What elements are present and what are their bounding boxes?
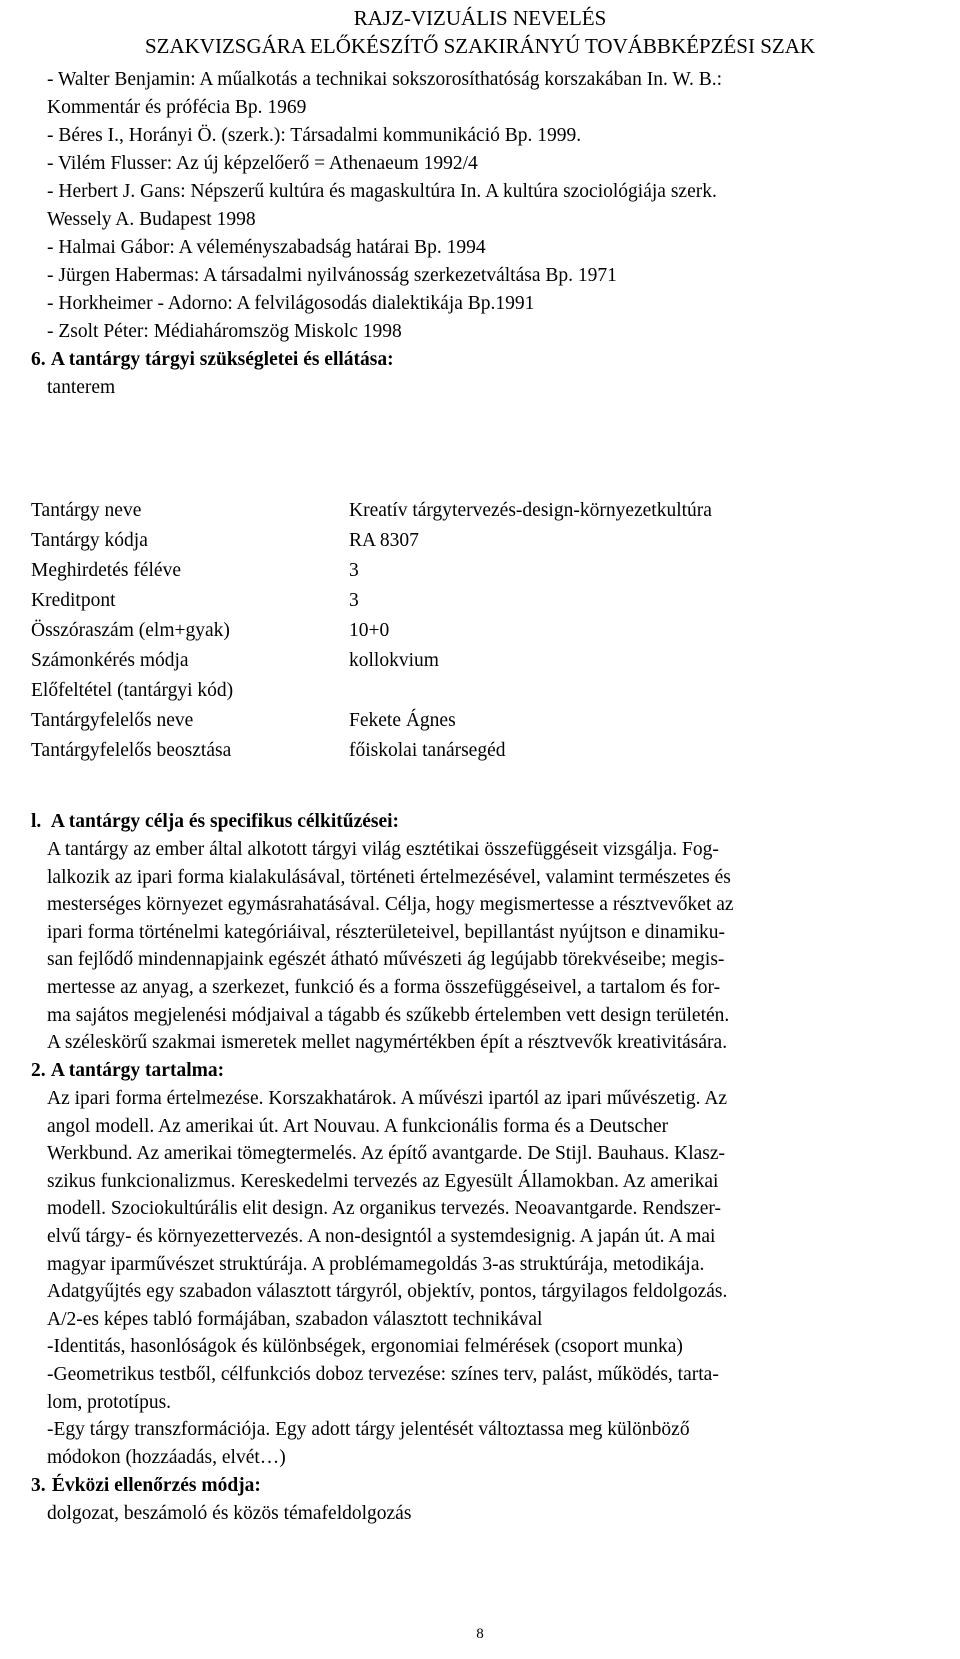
section-2-heading [31, 1057, 224, 1085]
header-line-2: SZAKVIZSGÁRA ELŐKÉSZÍTŐ SZAKIRÁNYÚ TOVÁBBKÉPZÉSI SZAK [144, 34, 816, 58]
paragraph-line: -Egy tárgy transzformációja. Egy adott tárgy jelentését változtassa meg különböző [47, 1419, 690, 1441]
section-1-title: A tantárgy célja és specifikus célkitűzései: [50, 811, 400, 832]
bibliography-item: - Vilém Flusser: Az új képzelőerő = Athenaeum 1992/4 [47, 153, 478, 174]
bibliography-item: Kommentár és prófécia Bp. 1969 [47, 97, 307, 118]
section-2-number: 2. [31, 1060, 46, 1081]
section-3-heading [31, 1472, 261, 1500]
paragraph-line: -Geometrikus testből, célfunkciós doboz tervezése: színes terv, palást, működés, tarta- [47, 1363, 719, 1385]
paragraph-line: ipari forma történelmi kategóriáival, részterületeivel, bepillantást nyújtson e dinamiku- [47, 921, 725, 943]
paragraph-line: lom, prototípus. [47, 1391, 172, 1413]
bibliography-item: - Herbert J. Gans: Népszerű kultúra és magaskultúra In. A kultúra szociológiája szerk. [47, 181, 717, 202]
table-value: Fekete Ágnes [349, 710, 456, 731]
paragraph-line: mesterséges környezet egymásrahatásával. Célja, hogy megismertesse a résztvevőket az [47, 894, 734, 916]
table-key: Előfeltétel (tantárgyi kód) [31, 680, 234, 701]
section-3-title: Évközi ellenőrzés módja: [51, 1475, 261, 1496]
section-3-number: 3. [31, 1475, 46, 1496]
table-value: főiskolai tanársegéd [349, 740, 506, 761]
paragraph-line: san fejlődő mindennapjaink egészét átható művészeti ág legújabb törekvéseibe; megis- [47, 949, 725, 971]
table-value: RA 8307 [349, 530, 419, 551]
paragraph-line: angol modell. Az amerikai út. Art Nouvau. A funkcionális forma és a Deutscher [47, 1115, 669, 1137]
paragraph-line: Az ipari forma értelmezése. Korszakhatárok. A művészi ipartól az ipari művészetig. Az [47, 1088, 728, 1109]
section-6-number: 6. [31, 349, 46, 370]
table-key: Számonkérés módja [31, 650, 189, 671]
table-key: Meghirdetés féléve [31, 560, 181, 581]
paragraph-line: modell. Szociokultúrális elit design. Az organikus tervezés. Neoavantgarde. Rendszer- [47, 1198, 721, 1220]
paragraph-line: elvű tárgy- és környezettervezés. A non-designtól a systemdesignig. A japán út. A mai [47, 1225, 716, 1247]
page-number: 8 [476, 1626, 484, 1642]
table-value: kollokvium [349, 650, 439, 671]
bibliography-item: - Halmai Gábor: A véleményszabadság határai Bp. 1994 [47, 237, 486, 258]
bibliography-item: Wessely A. Budapest 1998 [47, 209, 256, 230]
section-1-paragraph [47, 836, 947, 1057]
paragraph-line: A/2-es képes tabló formájában, szabadon választott technikával [47, 1308, 543, 1330]
bibliography-item: - Béres I., Horányi Ö. (szerk.): Társadalmi kommunikáció Bp. 1999. [47, 125, 582, 146]
section-2-paragraph [47, 1085, 947, 1471]
document-header [0, 4, 960, 60]
section-2-title: A tantárgy tartalma: [50, 1060, 225, 1081]
section-1-number: l. [31, 811, 42, 832]
bibliography-item: - Horkheimer - Adorno: A felvilágosodás dialektikája Bp.1991 [47, 293, 535, 314]
bibliography-item: - Jürgen Habermas: A társadalmi nyilvánosság szerkezetváltása Bp. 1971 [47, 265, 617, 286]
table-key: Tantárgy neve [31, 500, 142, 521]
table-value: Kreatív tárgytervezés-design-környezetkultúra [349, 500, 712, 521]
section-6-title: A tantárgy tárgyi szükségletei és ellátása: [50, 349, 394, 370]
table-key: Kreditpont [31, 590, 116, 611]
paragraph-line: Werkbund. Az amerikai tömegtermelés. Az építő avantgarde. De Stijl. Bauhaus. Klasz- [47, 1143, 726, 1165]
table-key: Tantárgyfelelős beosztása [31, 740, 232, 761]
section-6-heading [31, 346, 394, 374]
table-key: Összóraszám (elm+gyak) [31, 620, 230, 641]
paragraph-line: mertesse az anyag, a szerkezet, funkció és a forma összefüggéseivel, a tartalom és for- [47, 976, 721, 998]
paragraph-line: Adatgyűjtés egy szabadon választott tárgyról, objektív, pontos, tárgyilagos feldolgozás. [47, 1281, 728, 1303]
header-line-1: RAJZ-VIZUÁLIS NEVELÉS [353, 6, 607, 30]
paragraph-line: lalkozik az ipari forma kialakulásával, történeti értelmezésével, valamint természetes és [47, 866, 731, 888]
section-1-heading [31, 808, 399, 836]
section-3-text: dolgozat, beszámoló és közös témafeldolgozás [47, 1503, 412, 1524]
paragraph-line: -Identitás, hasonlóságok és különbségek, ergonomiai felmérések (csoport munka) [47, 1336, 683, 1358]
paragraph-line: A széleskörű szakmai ismeretek mellet nagymértékben épít a résztvevők kreativitására. [47, 1032, 728, 1054]
paragraph-line: A tantárgy az ember által alkotott tárgyi világ esztétikai összefüggéseit vizsgálja. Fog- [47, 839, 719, 860]
table-key: Tantárgyfelelős neve [31, 710, 194, 731]
paragraph-line: módokon (hozzáadás, elvét…) [47, 1446, 286, 1468]
table-key: Tantárgy kódja [31, 530, 148, 551]
table-value: 3 [349, 590, 359, 611]
bibliography-item: - Zsolt Péter: Médiaháromszög Miskolc 1998 [47, 321, 402, 342]
table-value: 3 [349, 560, 359, 581]
paragraph-line: magyar iparművészet struktúrája. A problémamegoldás 3-as struktúrája, metodikája. [47, 1253, 705, 1275]
paragraph-line: ma sajátos megjelenési módjaival a tágabb és szűkebb értelemben vett design területén. [47, 1004, 730, 1026]
paragraph-line: szikus funkcionalizmus. Kereskedelmi tervezés az Egyesült Államokban. Az amerikai [47, 1170, 719, 1192]
table-value: 10+0 [349, 620, 390, 641]
bibliography-item: - Walter Benjamin: A műalkotás a technikai sokszorosíthatóság korszakában In. W. B.: [47, 69, 723, 90]
section-6-text: tanterem [47, 377, 116, 398]
